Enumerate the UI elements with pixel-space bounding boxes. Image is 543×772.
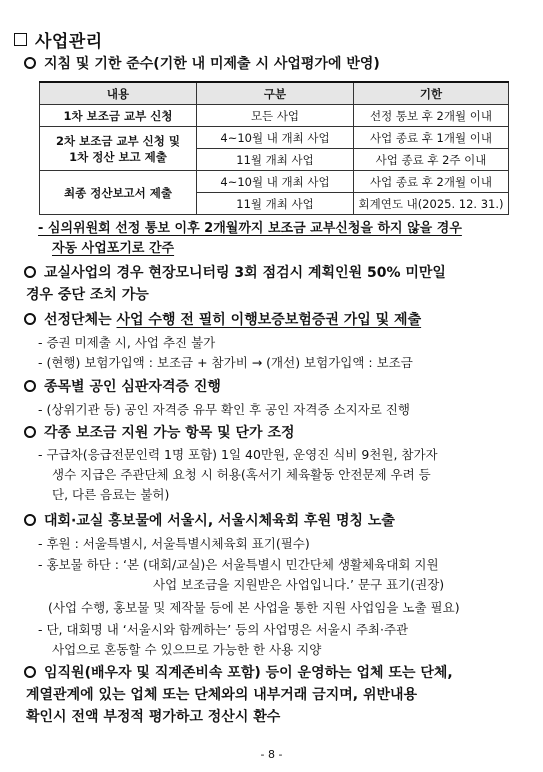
bullet-text-prefix: 선정단체는 (44, 312, 117, 328)
table-cell: 회계연도 내(2025. 12. 31.) (354, 193, 509, 215)
note-line: - 심의위원회 선정 통보 이후 2개월까지 보조금 교부신청을 하지 않을 경우 (38, 221, 462, 236)
table-cell (40, 127, 197, 171)
table-cell: 최종 정산보고서 제출 (40, 171, 197, 215)
section-title (14, 27, 103, 52)
table-row (40, 105, 509, 127)
table-header-row (40, 82, 509, 105)
detail-line: - 구급차(응급전문인력 1명 포함) 1일 40만원, 운영진 식비 9천원, 참가자 (38, 447, 438, 462)
bullet-insurance (24, 309, 421, 331)
header-cell: 구분 (197, 82, 354, 105)
table-cell: 사업 종료 후 2주 이내 (354, 149, 509, 171)
detail-line: 사업 보조금을 지원받은 사업입니다.’ 문구 표기(권장) (153, 577, 445, 592)
bullet-text: 각종 보조금 지원 가능 항목 및 단가 조정 (44, 425, 295, 441)
table-cell: 사업 종료 후 2개월 이내 (354, 171, 509, 193)
table-cell: 11월 개최 사업 (197, 149, 354, 171)
note-auto-forfeit (38, 219, 518, 259)
bullet-text: 대회·교실 홍보물에 서울시, 서울시체육회 후원 명칭 노출 (44, 513, 395, 529)
table-row (40, 171, 509, 193)
promotion-detail-3: (사업 수행, 홍보물 및 제작물 등에 본 사업을 통한 지원 사업임을 노출 필요) (48, 600, 460, 615)
detail-line: - 단, 대회명 내 ‘서울시와 함께하는’ 등의 사업명은 서울시 주최·주관 (38, 622, 409, 637)
section-title-text: 사업관리 (35, 32, 103, 52)
circle-bullet-icon (24, 666, 36, 678)
circle-bullet-icon (24, 514, 36, 526)
insurance-detail-2: - (현행) 보험가입액 : 보조금 + 참가비 → (개선) 보험가입액 : 보조금 (38, 355, 413, 370)
circle-bullet-icon (24, 426, 36, 438)
bullet-promotion (24, 510, 395, 532)
table-row (40, 127, 509, 149)
header-cell: 내용 (40, 82, 197, 105)
bullet-text: 종목별 공인 심판자격증 진행 (44, 379, 221, 395)
page-number: - 8 - (260, 748, 283, 761)
promotion-detail-2 (38, 555, 518, 595)
bullet-text-cont: 경우 중단 조치 가능 (26, 287, 149, 303)
subsidy-detail-1 (38, 445, 518, 505)
detail-line: 사업으로 혼동할 수 있으므로 가능한 한 사용 지양 (52, 642, 322, 657)
bullet-text: 지침 및 기한 준수(기한 내 미제출 시 사업평가에 반영) (44, 56, 380, 72)
bullet-monitoring (24, 262, 446, 306)
bullet-text: 임직원(배우자 및 직계존비속 포함) 등이 운영하는 업체 또는 단체, (44, 665, 453, 681)
bullet-text-cont: 확인시 전액 부정적 평가하고 정산시 환수 (26, 709, 281, 725)
promotion-detail-1: - 후원 : 서울특별시, 서울특별시체육회 표기(필수) (38, 536, 310, 551)
table-cell: 4~10월 내 개최 사업 (197, 171, 354, 193)
detail-line: 단, 다른 음료는 불허) (52, 487, 170, 502)
table-cell: 4~10월 내 개최 사업 (197, 127, 354, 149)
cell-line: 1차 정산 보고 제출 (69, 149, 167, 164)
header-cell: 기한 (354, 82, 509, 105)
table-cell: 선정 통보 후 2개월 이내 (354, 105, 509, 127)
table-cell: 1차 보조금 교부 신청 (40, 105, 197, 127)
circle-bullet-icon (24, 57, 36, 69)
bullet-text-underlined: 사업 수행 전 필히 이행보증보험증권 가입 및 제출 (116, 312, 422, 328)
circle-bullet-icon (24, 380, 36, 392)
table-cell: 11월 개최 사업 (197, 193, 354, 215)
promotion-detail-4 (38, 620, 518, 660)
bullet-internal-trade (24, 662, 453, 728)
deadline-table (39, 81, 509, 215)
note-line: 자동 사업포기로 간주 (52, 241, 175, 256)
bullet-deadline-compliance (24, 53, 380, 75)
bullet-referee-license (24, 376, 221, 398)
bullet-text-cont: 계열관계에 있는 업체 또는 단체와의 내부거래 금지며, 위반내용 (26, 687, 418, 703)
circle-bullet-icon (24, 313, 36, 325)
insurance-detail-1: - 증권 미제출 시, 사업 추진 불가 (38, 335, 216, 350)
detail-line: 생수 지급은 주관단체 요청 시 허용(혹서기 체육활동 안전문제 우려 등 (52, 467, 431, 482)
cell-line: 2차 보조금 교부 신청 및 (56, 133, 180, 148)
circle-bullet-icon (24, 266, 36, 278)
bullet-text: 교실사업의 경우 현장모니터링 3회 점검시 계획인원 50% 미만일 (44, 265, 446, 281)
table-cell: 모든 사업 (197, 105, 354, 127)
referee-detail-1: - (상위기관 등) 공인 자격증 유무 확인 후 공인 자격증 소지자로 진행 (38, 402, 410, 417)
table-cell: 사업 종료 후 1개월 이내 (354, 127, 509, 149)
detail-line: - 홍보물 하단 : ‘본 (대회/교실)은 서울특별시 민간단체 생활체육대회 지원 (38, 557, 439, 572)
checkbox-icon (14, 33, 27, 46)
bullet-subsidy-items (24, 422, 295, 444)
